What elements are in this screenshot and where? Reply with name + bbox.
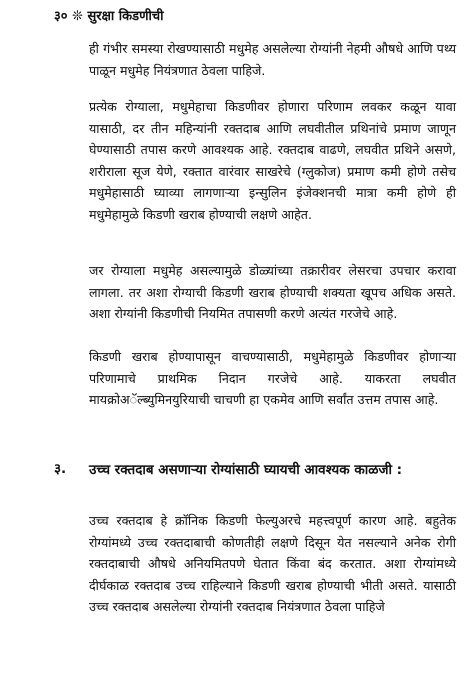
paragraph-1: ही गंभीर समस्या रोखण्यासाठी मधुमेह असलेल्या रोग्यांनी नेहमी औषधे आणि पथ्य पाळून मधुमेह नियंत्रणात ठेवला पाहिजे. xyxy=(89,41,456,78)
section-number: ३. xyxy=(54,461,67,477)
paragraph-2: प्रत्येक रोग्याला, मधुमेहाचा किडणीवर होणारा परिणाम लवकर कळून यावा यासाठी, दर तीन महिन्यांनी रक्तदाब आणि लघवीतील प्रथिनांचे प्रमाण जाणून घेण्यासाठी तपास करणे आवश्यक आहे. रक्तदाब वाढणे, लघवीत प्रथिने असणे, शरीराला सूज येणे, रक्तात वारंवार साखरेचे (ग्लुकोज) प्रमाण कमी होणे तसेच मधुमेहासाठी घ्याव्या लागणाऱ्या इन्सुलिन इंजेक्शनची मात्रा कमी होणे ही मधुमेहामुळे किडणी खराब होण्याची लक्षणे आहेत. xyxy=(89,99,456,222)
section-heading: उच्च रक्तदाब असणाऱ्या रोग्यांसाठी घ्यायची आवश्यक काळजी : xyxy=(89,462,403,478)
running-header: ३० ❊ सुरक्षा किडणीची xyxy=(54,9,164,24)
paragraph-4: किडणी खराब होण्यापासून वाचण्यासाठी, मधुमेहामुळे किडणीवर होणाऱ्या परिणामाचे प्राथमिक निदान गरजेचे आहे. याकरता लघवीत मायक्रोअॅल्ब्युमिनयुरियाची चाचणी हा एकमेव आणि सर्वांत उत्तम तपास आहे. xyxy=(89,349,456,407)
paragraph-3: जर रोग्याला मधुमेह असल्यामुळे डोळ्यांच्या तक्रारीवर लेसरचा उपचार करावा लागला. तर अशा रोग्याची किडणी खराब होण्याची शक्यता खूपच अधिक असते. अशा रोग्यांनी किडणीची नियमित तपासणी करणे अत्यंत गरजेचे आहे. xyxy=(89,263,456,321)
section-body-paragraph: उच्च रक्तदाब हे क्रॉनिक किडणी फेल्युअरचे महत्त्वपूर्ण कारण आहे. बहुतेक रोग्यांमध्ये उच्च रक्तदाबाची कोणतीही लक्षणे दिसून येत नसल्याने अनेक रोगी रक्तदाबाची औषधे अनियमितपणे घेतात किंवा बंद करतात. अशा रोग्यांमध्ये दीर्घकाळ रक्तदाब उच्च राहिल्याने किडणी खराब होण्याची भीती असते. यासाठी उच्च रक्तदाब असलेल्या रोग्यांनी रक्तदाब नियंत्रणात ठेवला पाहिजे xyxy=(89,513,456,614)
